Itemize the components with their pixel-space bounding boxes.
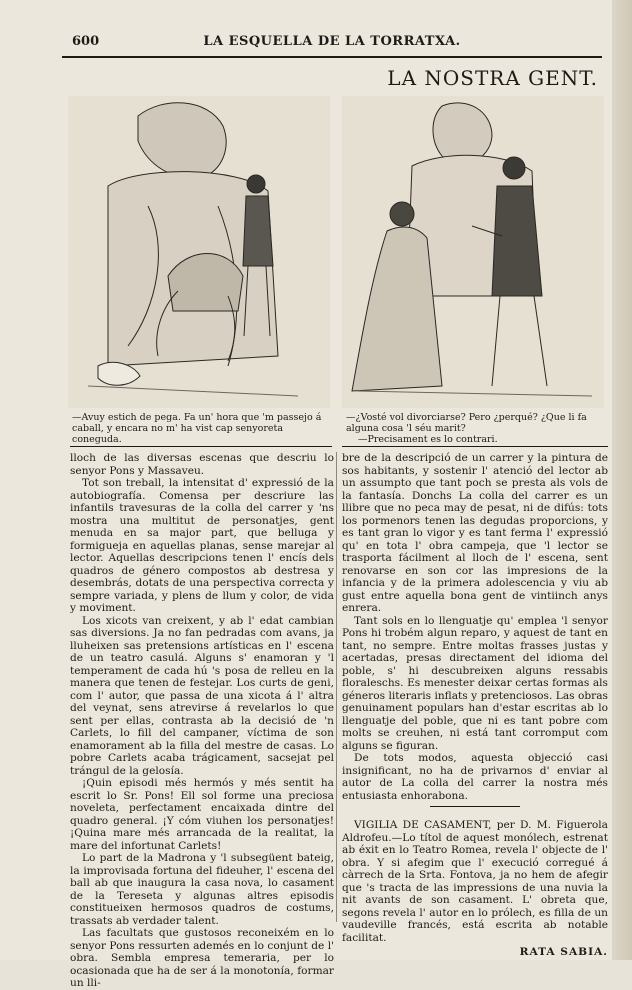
illustration-rider-on-toy-horse <box>68 96 330 408</box>
left-column-rule <box>70 446 332 449</box>
right-paragraph-3: De tots modos, aquesta objecció casi insignificant, no ha de privarnos d' enviar al autor de La colla del carrer la nostra més entusiasta enhorabona. <box>342 752 608 802</box>
left-paragraph-5: Lo part de la Madrona y 'l subsegüent bateig, la improvisada fortuna del fideuher, l' escena del ball ab que inaugura la casa nova, lo casament de la Tereseta y algunas altres episodis constitueixen hermosos quadros de costums, trassats ab verdader talent. <box>70 852 334 927</box>
signature: RATA SABIA. <box>519 946 608 958</box>
page-edge <box>612 0 632 960</box>
caption-right-line1: —¿Vosté vol divorciarse? Pero ¿perqué? ¿Que li fa alguna cosa 'l séu marit? <box>346 412 587 434</box>
left-paragraph-1: lloch de las diversas escenas que descriu lo senyor Pons y Massaveu. <box>70 452 334 477</box>
caption-right <box>346 412 608 445</box>
left-paragraph-4: ¡Quin episodi més hermós y més sentit ha escrit lo Sr. Pons! Ell sol forme una preciosa noveleta, perfectament encaixada dintre del quadro general. ¡Y cóm viuhen los personatjes! ¡Quina mare més arrancada de la realitat, la mare del infortunat Carlets! <box>70 777 334 852</box>
right-column-rule <box>342 446 608 449</box>
journal-title: LA ESQUELLA DE LA TORRATXA. <box>203 34 461 49</box>
left-paragraph-6: Las facultats que gustosos reconeixém en lo senyor Pons ressurten ademés en lo conjunt de l' obra. Sembla empresa temeraria, per lo ocasionada que ha de ser á la monotonía, formar un lli- <box>70 927 334 989</box>
section-separator <box>430 806 520 807</box>
column-divider <box>336 452 337 922</box>
caption-left: —Avuy estich de pega. Fa un' hora que 'm passejo á caball, y encara no m' ha vist cap senyoreta coneguda. <box>72 412 322 445</box>
running-head <box>62 34 602 54</box>
right-paragraph-1: bre de la descripció de un carrer y la pintura de sos habitants, y sostenir l' atenció del lector ab un assumpto que tant poch se presta als vols de la fantasía. Donchs La colla del carrer es un llibre que no peca may de pesat, ni de difús: tots los pormenors tenen las degudas proporcions, y es tant gran lo vigor y es tant ferma l' expressió qu' en tota l' obra campeja, que 'l lector se trasporta fácilment al lloch de l' escena, sent renovarse en son cor las impresions de la infancia y de la primera adolescencia y viu ab gust entre aquella bona gent de vintiinch anys enrera. <box>342 452 608 614</box>
right-paragraph-2: Tant sols en lo llenguatje qu' emplea 'l senyor Pons hi trobém algun reparo, y aquest de tant en tant, no sempre. Entre moltas frasses justas y acertadas, presas directament del idioma del poble, s' hi descubreixen alguns ressabis floraleschs. Es menester deixar certas formas als géneros literaris inflats y pretenciosos. Las obras genuinament populars han d'estar escritas ab lo llenguatje del poble, que ni es tant pobre com molts se creuhen, ni está tant corromput com alguns se figuran. <box>342 614 608 752</box>
left-paragraph-2: Tot son treball, la intensitat d' expressió de la autobiografía. Comensa per descriure las infantils travesuras de la colla del carrer y 'ns mostra una multitut de personatjes, gent menuda en sa major part, que belluga y formigueja en aquellas planas, sense marejar al lector. Aquellas descripcions tenen l' encís dels quadros de género compostos ab destresa y desembrás, dotats de una perspectiva correcta y sempre variada, y plens de llum y color, de vida y moviment. <box>70 477 334 614</box>
caption-right-line2: —Precisament es lo contrari. <box>358 434 498 445</box>
right-column <box>342 452 608 959</box>
left-paragraph-3: Los xicots van creixent, y ab l' edat cambian sas diversions. Ja no fan pedradas com avans, ja lluheixen sas pretensions artísticas en l' escena de un teatro casulá. Alguns s' enamoran y 'l temperament de cada hú 's posa de relleu en la manera que tenen de festejar. Los curts de geni, com l' autor, que passa de una xicota á l' altra del veynat, sens atrevirse á revelarlos lo que sent per ellas, contrasta ab la decisió de 'n Carlets, lo fill del campaner, víctima de son enamorament ab la filla del mestre de casas. Lo pobre Carlets acaba trágicament, sacsejat pel trángul de la gelosía. <box>70 614 334 777</box>
section-title: LA NOSTRA GENT. <box>387 66 598 90</box>
page-number: 600 <box>72 34 100 49</box>
header-rule <box>62 56 602 58</box>
left-column <box>70 452 334 990</box>
illustration-lady-and-gentleman <box>342 96 604 408</box>
right-paragraph-4: VIGILIA DE CASAMENT, per D. M. Figuerola Aldrofeu.—Lo títol de aquest monólech, estrenat ab éxit en lo Teatro Romea, revela l' objecte de l' obra. Y si afegim que l' execució corregué á càrrech de la Srta. Fontova, ja no hem de afegir que 's tracta de las impressions de una nuvia la nit avants de son casament. L' obreta que, segons revela l' autor en lo prólech, es filla de un vaudeville francés, está escrita ab notable facilitat. <box>342 819 608 944</box>
